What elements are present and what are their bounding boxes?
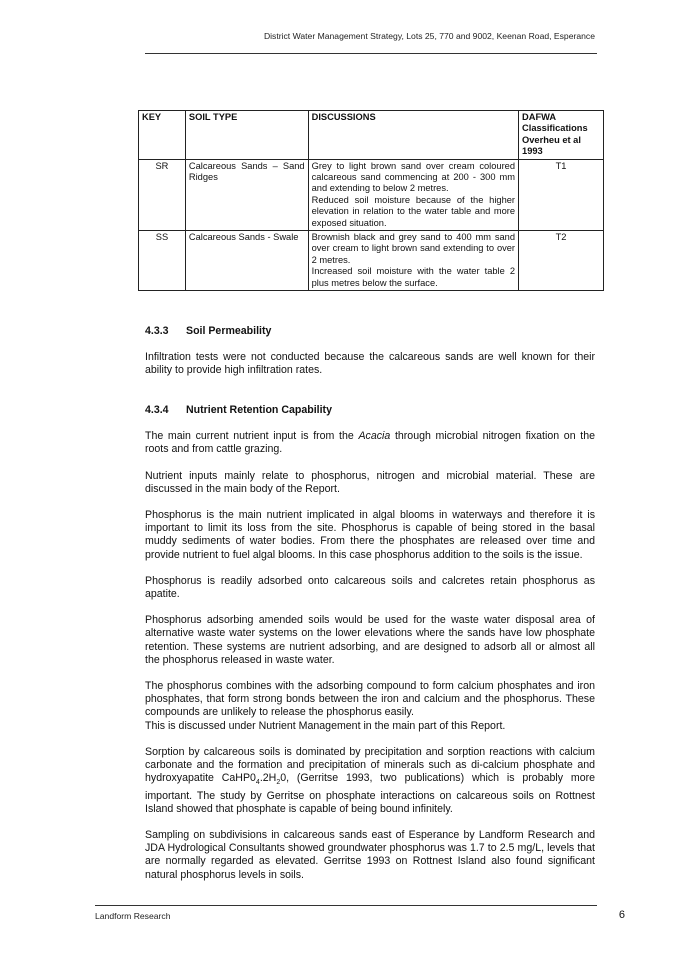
paragraph: Infiltration tests were not conducted because the calcareous sands are well known for their ability to provide high infiltration rates. bbox=[145, 351, 595, 377]
subscript: 2 bbox=[276, 779, 281, 787]
discussion-text: Brownish black and grey sand to 400 mm sand over cream to light brown sand extending to over 2 metres. bbox=[311, 232, 516, 265]
cell-key: SR bbox=[139, 159, 186, 230]
cell-classification: T1 bbox=[519, 159, 604, 230]
section-title: Nutrient Retention Capability bbox=[186, 404, 332, 416]
paragraph bbox=[145, 746, 595, 816]
footer-divider bbox=[95, 905, 597, 906]
section-title: Soil Permeability bbox=[186, 325, 272, 337]
paragraph: Phosphorus is readily adsorbed onto calcareous soils and calcretes retain phosphorus as apatite. bbox=[145, 574, 595, 601]
section-soil-permeability bbox=[145, 325, 595, 391]
paragraph: Sampling on subdivisions in calcareous sands east of Esperance by Landform Research and JDA Hydrological Consultants showed groundwater phosphorus was 1.7 to 2.5 mg/L, levels that are normally regarded as elevated. Gerritse 1993 on Rottnest Island also found significant natural phosphorus levels in soils. bbox=[145, 828, 595, 881]
cell-soil-type: Calcareous Sands – Sand Ridges bbox=[185, 159, 308, 230]
table-header-row bbox=[139, 111, 604, 160]
header-divider bbox=[145, 53, 597, 54]
header-classification: DAFWA Classifications Overheu et al 1993 bbox=[519, 111, 604, 160]
paragraph bbox=[145, 430, 595, 456]
header-discussions: DISCUSSIONS bbox=[308, 111, 518, 160]
paragraph: Phosphorus adsorbing amended soils would be used for the waste water disposal area of alternative waste water systems on the lower elevations where the sands have low phosphate retention. These systems are nutrient adsorbing, and are designed to adsorb all or almost all the phosphorus released in waste water. bbox=[145, 614, 595, 666]
running-header: District Water Management Strategy, Lots 25, 770 and 9002, Keenan Road, Esperance bbox=[263, 31, 595, 41]
footer-organization: Landform Research bbox=[95, 911, 171, 921]
discussion-text: Grey to light brown sand over cream coloured calcareous sand commencing at 200 - 300 mm and extending to below 2 metres. bbox=[311, 160, 516, 194]
paragraph-text: through microbial nitrogen fixation on the roots and from cattle grazing. bbox=[145, 430, 595, 456]
paragraph: This is discussed under Nutrient Management in the main part of this Report. bbox=[145, 719, 506, 732]
cell-soil-type: Calcareous Sands - Swale bbox=[185, 231, 308, 291]
paragraph-text: Sorption by calcareous soils is dominated by precipitation and sorption reactions with calcium carbonate and the formation and precipitation of minerals such as di-calcium phosphate and hydroxyapatite CaHP0 bbox=[145, 745, 595, 785]
section-heading bbox=[145, 325, 595, 338]
paragraph: The phosphorus combines with the adsorbing compound to form calcium phosphates and iron phosphates, that form strong bonds between the iron and calcium and the phosphorus. These compounds are unlikely to release the phosphorus easily. bbox=[145, 680, 595, 719]
cell-key: SS bbox=[139, 231, 186, 291]
page-number: 6 bbox=[618, 909, 625, 921]
header-soil-type: SOIL TYPE bbox=[185, 111, 308, 160]
section-number: 4.3.3 bbox=[145, 325, 169, 337]
subscript: 4 bbox=[255, 779, 260, 787]
table-row bbox=[139, 231, 604, 291]
species-name: Acacia bbox=[358, 430, 391, 443]
soil-type-table bbox=[138, 110, 604, 291]
paragraph: Phosphorus is the main nutrient implicated in algal blooms in waterways and therefore it is important to limit its loss from the site. Phosphorus is capable of being stored in the basal muddy sediments of water bodies. From there the phosphates are released over time and provide nutrient to fuel algal blooms. In this case phosphorus addition to the soils is the issue. bbox=[145, 509, 595, 561]
section-heading bbox=[145, 404, 595, 417]
cell-discussion bbox=[308, 231, 518, 291]
cell-discussion bbox=[308, 159, 518, 230]
discussion-text: Reduced soil moisture because of the higher elevation in relation to the water table and more exposed situation. bbox=[311, 194, 516, 228]
header-key: KEY bbox=[139, 111, 186, 160]
paragraph: Nutrient inputs mainly relate to phosphorus, nitrogen and microbial material. These are discussed in the main body of the Report. bbox=[145, 469, 595, 495]
paragraph-text: .2H bbox=[259, 772, 277, 785]
paragraph-text: The main current nutrient input is from the bbox=[145, 430, 359, 443]
paragraph-text: 0, (Gerritse 1993, two publications) which is probably more important. The study by Gerritse on phosphate interactions on calcareous soils on Rottnest Island showed that phosphate is capable of being bound infinitely. bbox=[145, 772, 596, 815]
section-nutrient-retention bbox=[145, 404, 595, 895]
section-number: 4.3.4 bbox=[145, 404, 169, 416]
table-row bbox=[139, 159, 604, 230]
cell-classification: T2 bbox=[519, 231, 604, 291]
discussion-text: Increased soil moisture with the water table 2 plus metres below the surface. bbox=[311, 266, 516, 288]
